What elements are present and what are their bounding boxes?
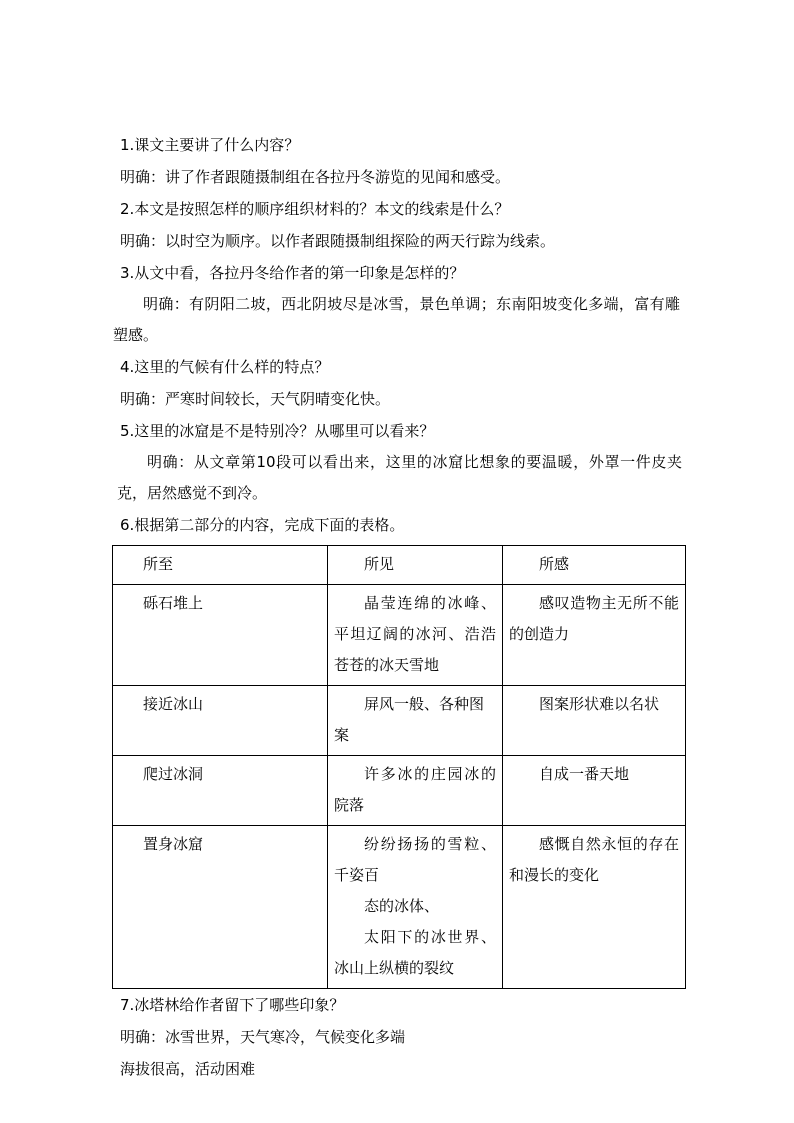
felt-cell: 感叹造物主无所不能的创造力: [503, 585, 686, 686]
header-cell-place: 所至: [113, 546, 328, 585]
seen-cell: [328, 826, 503, 989]
answer-5: 明确：从文章第10段可以看出来，这里的冰窟比想象的要温暖，外罩一件皮夹克，居然感觉不到冷。: [117, 453, 682, 502]
seen-line: 太阳下的冰世界、冰山上纵横的裂纹: [334, 928, 496, 977]
table-row: [113, 826, 686, 989]
header-cell-seen: 所见: [328, 546, 503, 585]
answer-3: 明确：有阴阳二坡，西北阴坡尽是冰雪，景色单调；东南阳坡变化多端，富有雕塑感。: [113, 295, 680, 344]
seen-cell: 屏风一般、各种图案: [328, 686, 503, 756]
seen-cell: 许多冰的庄园冰的院落: [328, 756, 503, 826]
place-cell: 接近冰山: [113, 686, 328, 756]
question-4: 4.这里的气候有什么样的特点？: [120, 358, 330, 376]
question-7: 7.冰塔林给作者留下了哪些印象？: [120, 996, 345, 1014]
seen-cell: 晶莹连绵的冰峰、平坦辽阔的冰河、浩浩苍苍的冰天雪地: [328, 585, 503, 686]
table-row: [113, 756, 686, 826]
felt-cell: 图案形状难以名状: [503, 686, 686, 756]
place-cell: 砾石堆上: [113, 585, 328, 686]
answer-7-line-2: 海拔很高，活动困难: [120, 1060, 256, 1078]
answer-7-line-1: 明确：冰雪世界，天气寒冷，气候变化多端: [120, 1028, 406, 1046]
question-3: 3.从文中看，各拉丹冬给作者的第一印象是怎样的？: [120, 264, 465, 282]
question-5: 5.这里的冰窟是不是特别冷？从哪里可以看来？: [120, 422, 435, 440]
felt-cell: 自成一番天地: [503, 756, 686, 826]
felt-cell: 感慨自然永恒的存在和漫长的变化: [503, 826, 686, 989]
place-cell: 爬过冰洞: [113, 756, 328, 826]
answer-1: 明确：讲了作者跟随摄制组在各拉丹冬游览的见闻和感受。: [120, 168, 511, 186]
table-row: [113, 585, 686, 686]
answer-4: 明确：严寒时间较长，天气阴晴变化快。: [120, 390, 391, 408]
question-6: 6.根据第二部分的内容，完成下面的表格。: [120, 516, 405, 534]
document-content: [113, 129, 682, 1085]
question-1: 1.课文主要讲了什么内容？: [120, 136, 300, 154]
seen-line: 态的冰体、: [364, 897, 440, 915]
table-header-row: [113, 546, 686, 585]
summary-table: [112, 545, 686, 989]
answer-2: 明确：以时空为顺序。以作者跟随摄制组探险的两天行踪为线索。: [120, 232, 556, 250]
place-cell: 置身冰窟: [113, 826, 328, 989]
question-2: 2.本文是按照怎样的顺序组织材料的？本文的线索是什么？: [120, 200, 510, 218]
table-row: [113, 686, 686, 756]
seen-line: 纷纷扬扬的雪粒、千姿百: [334, 835, 496, 884]
header-cell-felt: 所感: [503, 546, 686, 585]
